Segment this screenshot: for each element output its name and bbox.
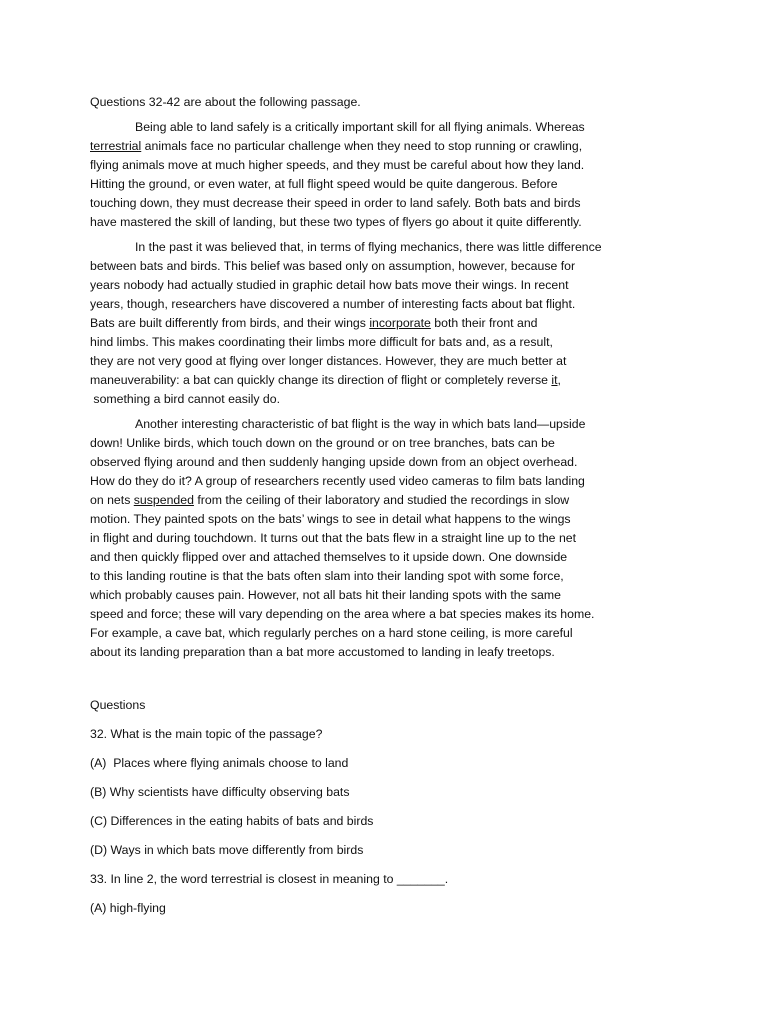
question-33: 33. In line 2, the word terrestrial is closest in meaning to _______. <box>90 872 449 886</box>
paragraph-line: How do they do it? A group of researchers recently used video cameras to film bats landing <box>90 474 585 488</box>
passage-document <box>90 93 650 928</box>
paragraph-line: which probably causes pain. However, not all bats hit their landing spots with the same <box>90 588 561 602</box>
question-33-option-a: (A) high-flying <box>90 901 166 915</box>
paragraph-line: hind limbs. This makes coordinating their limbs more difficult for bats and, as a result, <box>90 335 553 349</box>
line-text: animals face no particular challenge when they need to stop running or crawling, <box>141 139 583 153</box>
question-32: 32. What is the main topic of the passage? <box>90 727 323 741</box>
paragraph-line <box>90 371 650 390</box>
paragraph-line: Being able to land safely is a critically important skill for all flying animals. Whereas <box>135 120 585 134</box>
question-32-option-d: (D) Ways in which bats move differently from birds <box>90 843 364 857</box>
paragraph-line: to this landing routine is that the bats often slam into their landing spot with some force, <box>90 569 564 583</box>
paragraph-3 <box>90 415 650 662</box>
paragraph-line: between bats and birds. This belief was based only on assumption, however, because for <box>90 259 576 273</box>
paragraph-line: motion. They painted spots on the bats’ wings to see in detail what happens to the wings <box>90 512 571 526</box>
line-text: on nets <box>90 493 134 507</box>
line-text: , <box>557 373 561 387</box>
paragraph-2 <box>90 238 650 409</box>
paragraph-line <box>90 137 650 156</box>
underlined-word-it: it <box>551 373 558 387</box>
paragraph-line: something a bird cannot easily do. <box>90 392 281 406</box>
question-32-option-c: (C) Differences in the eating habits of bats and birds <box>90 814 374 828</box>
paragraph-line: they are not very good at flying over longer distances. However, they are much better at <box>90 354 567 368</box>
line-text: from the ceiling of their laboratory and studied the recordings in slow <box>193 493 570 507</box>
paragraph-line: in flight and during touchdown. It turns out that the bats flew in a straight line up to the net <box>90 531 577 545</box>
paragraph-line <box>90 491 650 510</box>
underlined-word-terrestrial: terrestrial <box>90 139 142 153</box>
paragraph-line: about its landing preparation than a bat more accustomed to landing in leafy treetops. <box>90 645 555 659</box>
paragraph-line: touching down, they must decrease their speed in order to land safely. Both bats and birds <box>90 196 581 210</box>
questions-title: Questions <box>90 698 146 712</box>
paragraph-line: speed and force; these will vary depending on the area where a bat species makes its home. <box>90 607 595 621</box>
paragraph-line: have mastered the skill of landing, but these two types of flyers go about it quite differently. <box>90 215 582 229</box>
underlined-word-incorporate: incorporate <box>369 316 431 330</box>
underlined-word-suspended: suspended <box>133 493 194 507</box>
paragraph-line: Another interesting characteristic of bat flight is the way in which bats land—upside <box>135 417 586 431</box>
paragraph-line: observed flying around and then suddenly hanging upside down from an object overhead. <box>90 455 578 469</box>
paragraph-line: flying animals move at much higher speeds, and they must be careful about how they land. <box>90 158 585 172</box>
paragraph-line: For example, a cave bat, which regularly perches on a hard stone ceiling, is more careful <box>90 626 573 640</box>
line-text: Bats are built differently from birds, and their wings <box>90 316 370 330</box>
paragraph-line: and then quickly flipped over and attached themselves to it upside down. One downside <box>90 550 568 564</box>
passage-heading: Questions 32-42 are about the following passage. <box>90 95 361 109</box>
line-text: maneuverability: a bat can quickly change its direction of flight or completely reverse <box>90 373 552 387</box>
paragraph-line <box>90 314 650 333</box>
paragraph-line: Hitting the ground, or even water, at full flight speed would be quite dangerous. Before <box>90 177 558 191</box>
paragraph-line: down! Unlike birds, which touch down on the ground or on tree branches, bats can be <box>90 436 555 450</box>
paragraph-1 <box>90 118 650 232</box>
question-32-option-b: (B) Why scientists have difficulty observing bats <box>90 785 350 799</box>
question-32-option-a: (A) Places where flying animals choose to land <box>90 756 349 770</box>
paragraph-line: In the past it was believed that, in terms of flying mechanics, there was little difference <box>135 240 602 254</box>
paragraph-line: years nobody had actually studied in graphic detail how bats move their wings. In recent <box>90 278 569 292</box>
paragraph-line: years, though, researchers have discovered a number of interesting facts about bat flight. <box>90 297 576 311</box>
line-text: both their front and <box>430 316 538 330</box>
